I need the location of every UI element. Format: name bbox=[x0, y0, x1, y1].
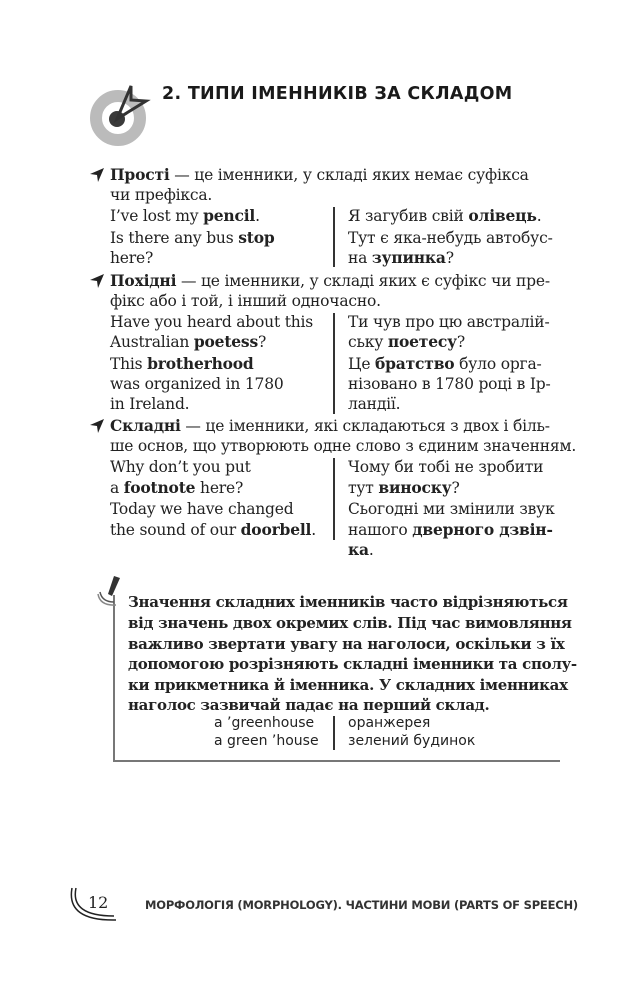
bold-term: brotherhood bbox=[147, 354, 254, 373]
text-line bbox=[110, 374, 284, 394]
text-line bbox=[348, 394, 400, 414]
text-line bbox=[110, 332, 266, 352]
bold-term: виноску bbox=[378, 478, 452, 497]
arrow-bullet-icon bbox=[89, 167, 105, 183]
text-segment: the sound of our bbox=[110, 521, 241, 539]
target-icon bbox=[84, 74, 152, 146]
text-segment: ше основ, що утворюють одне слово з єдиним значенням. bbox=[110, 437, 577, 455]
text-segment: ? bbox=[456, 333, 465, 351]
text-segment: — це іменники, у складі яких є суфікс чи пре- bbox=[176, 272, 550, 290]
running-title: МОРФОЛОГІЯ (MORPHOLOGY). ЧАСТИНИ МОВИ (PARTS OF SPEECH) bbox=[145, 898, 578, 912]
text-segment: ську bbox=[348, 333, 388, 351]
text-line bbox=[110, 312, 313, 332]
bold-term: поетесу bbox=[387, 332, 457, 351]
text-line bbox=[348, 332, 465, 352]
text-line bbox=[110, 394, 189, 414]
text-segment: ландії. bbox=[348, 395, 401, 413]
text-segment: This bbox=[110, 355, 148, 373]
text-segment: Це bbox=[348, 355, 376, 373]
text-line bbox=[348, 478, 460, 498]
bold-term: дверного дзвін- bbox=[412, 520, 553, 539]
text-line bbox=[110, 206, 260, 226]
text-line bbox=[110, 457, 251, 477]
text-segment: — це іменники, які складаються з двох і біль- bbox=[180, 417, 550, 435]
example-en: a green ’house bbox=[214, 733, 319, 749]
text-line bbox=[348, 540, 374, 560]
text-segment: тут bbox=[348, 479, 379, 497]
text-segment: . bbox=[255, 207, 260, 225]
text-segment: Тут є яка-небудь автобус- bbox=[348, 229, 553, 247]
text-segment: Я загубив свій bbox=[348, 207, 469, 225]
bold-term: Складні bbox=[110, 416, 181, 435]
text-segment: — це іменники, у складі яких немає суфікса bbox=[169, 166, 529, 184]
note-line: важливо звертати увагу на наголоси, оскільки з їх bbox=[128, 635, 565, 653]
text-line bbox=[110, 228, 274, 248]
text-line bbox=[348, 354, 542, 374]
text-segment: in Ireland. bbox=[110, 395, 190, 413]
text-segment: на bbox=[348, 249, 372, 267]
text-segment: Is there any bus bbox=[110, 229, 239, 247]
note-line: ки прикметника й іменника. У складних іменниках bbox=[128, 676, 568, 694]
arrow-bullet-icon bbox=[89, 418, 105, 434]
text-line bbox=[110, 436, 576, 456]
text-segment: Australian bbox=[110, 333, 194, 351]
bold-term: ка bbox=[348, 540, 369, 559]
example-uk: зелений будинок bbox=[348, 733, 476, 749]
bold-term: олівець bbox=[468, 206, 537, 225]
example-en: a ’greenhouse bbox=[214, 715, 315, 731]
text-segment: Why don’t you put bbox=[110, 458, 251, 476]
note-line: Значення складних іменників часто відрізняються bbox=[128, 593, 568, 611]
text-segment: ? bbox=[258, 333, 267, 351]
text-line bbox=[110, 520, 316, 540]
text-segment: нізовано в 1780 році в Ір- bbox=[348, 375, 551, 393]
text-segment: Чому би тобі не зробити bbox=[348, 458, 544, 476]
text-line bbox=[348, 520, 553, 540]
column-divider bbox=[333, 207, 335, 267]
text-segment: I’ve lost my bbox=[110, 207, 204, 225]
text-segment: ? bbox=[445, 249, 454, 267]
text-line bbox=[348, 228, 553, 248]
text-line bbox=[110, 248, 153, 268]
example-divider bbox=[333, 716, 335, 750]
text-line bbox=[348, 248, 454, 268]
pen-note-icon bbox=[96, 574, 128, 608]
bold-term: poetess bbox=[193, 332, 258, 351]
text-segment: . bbox=[536, 207, 542, 225]
note-line: допомогою розрізняють складні іменники та сполу- bbox=[128, 655, 577, 673]
text-segment: Ти чув про цю австралій- bbox=[348, 313, 550, 331]
bold-term: stop bbox=[238, 228, 275, 247]
text-segment: фікс або і той, і інший одночасно. bbox=[110, 292, 381, 310]
bold-term: братство bbox=[375, 354, 455, 373]
text-segment: нашого bbox=[348, 521, 413, 539]
text-segment: here? bbox=[195, 479, 244, 497]
note-line: від значень двох окремих слів. Під час вимовляння bbox=[128, 614, 572, 632]
page-number: 12 bbox=[88, 893, 109, 912]
arrow-bullet-icon bbox=[89, 273, 105, 289]
bold-term: Прості bbox=[110, 165, 170, 184]
text-line bbox=[110, 165, 529, 185]
text-segment: a bbox=[110, 479, 124, 497]
text-line bbox=[348, 206, 541, 226]
text-line bbox=[348, 457, 543, 477]
section-title: 2. ТИПИ ІМЕННИКІВ ЗА СКЛАДОМ bbox=[162, 84, 513, 104]
text-segment: Have you heard about this bbox=[110, 313, 314, 331]
text-segment: Today we have changed bbox=[110, 500, 294, 518]
text-line bbox=[110, 185, 212, 205]
text-segment: Сьогодні ми змінили звук bbox=[348, 500, 555, 518]
bold-term: Похідні bbox=[110, 271, 177, 290]
bold-term: зупинка bbox=[371, 248, 446, 267]
text-line bbox=[110, 271, 550, 291]
text-segment: було орга- bbox=[454, 355, 542, 373]
bold-term: pencil bbox=[203, 206, 256, 225]
text-segment: . bbox=[368, 541, 374, 559]
example-uk: оранжерея bbox=[348, 715, 431, 731]
text-line bbox=[110, 499, 293, 519]
text-line bbox=[110, 291, 381, 311]
column-divider bbox=[333, 458, 335, 540]
text-segment: чи префікса. bbox=[110, 186, 213, 204]
text-line bbox=[110, 354, 254, 374]
text-segment: ? bbox=[451, 479, 460, 497]
column-divider bbox=[333, 313, 335, 414]
text-segment: . bbox=[311, 521, 316, 539]
text-line bbox=[348, 374, 551, 394]
note-line: наголос зазвичай падає на перший склад. bbox=[128, 696, 490, 714]
bold-term: footnote bbox=[123, 478, 196, 497]
bold-term: doorbell bbox=[240, 520, 312, 539]
text-line bbox=[110, 416, 550, 436]
text-segment: here? bbox=[110, 249, 154, 267]
text-line bbox=[348, 499, 555, 519]
text-segment: was organized in 1780 bbox=[110, 375, 284, 393]
text-line bbox=[348, 312, 549, 332]
text-line bbox=[110, 478, 243, 498]
